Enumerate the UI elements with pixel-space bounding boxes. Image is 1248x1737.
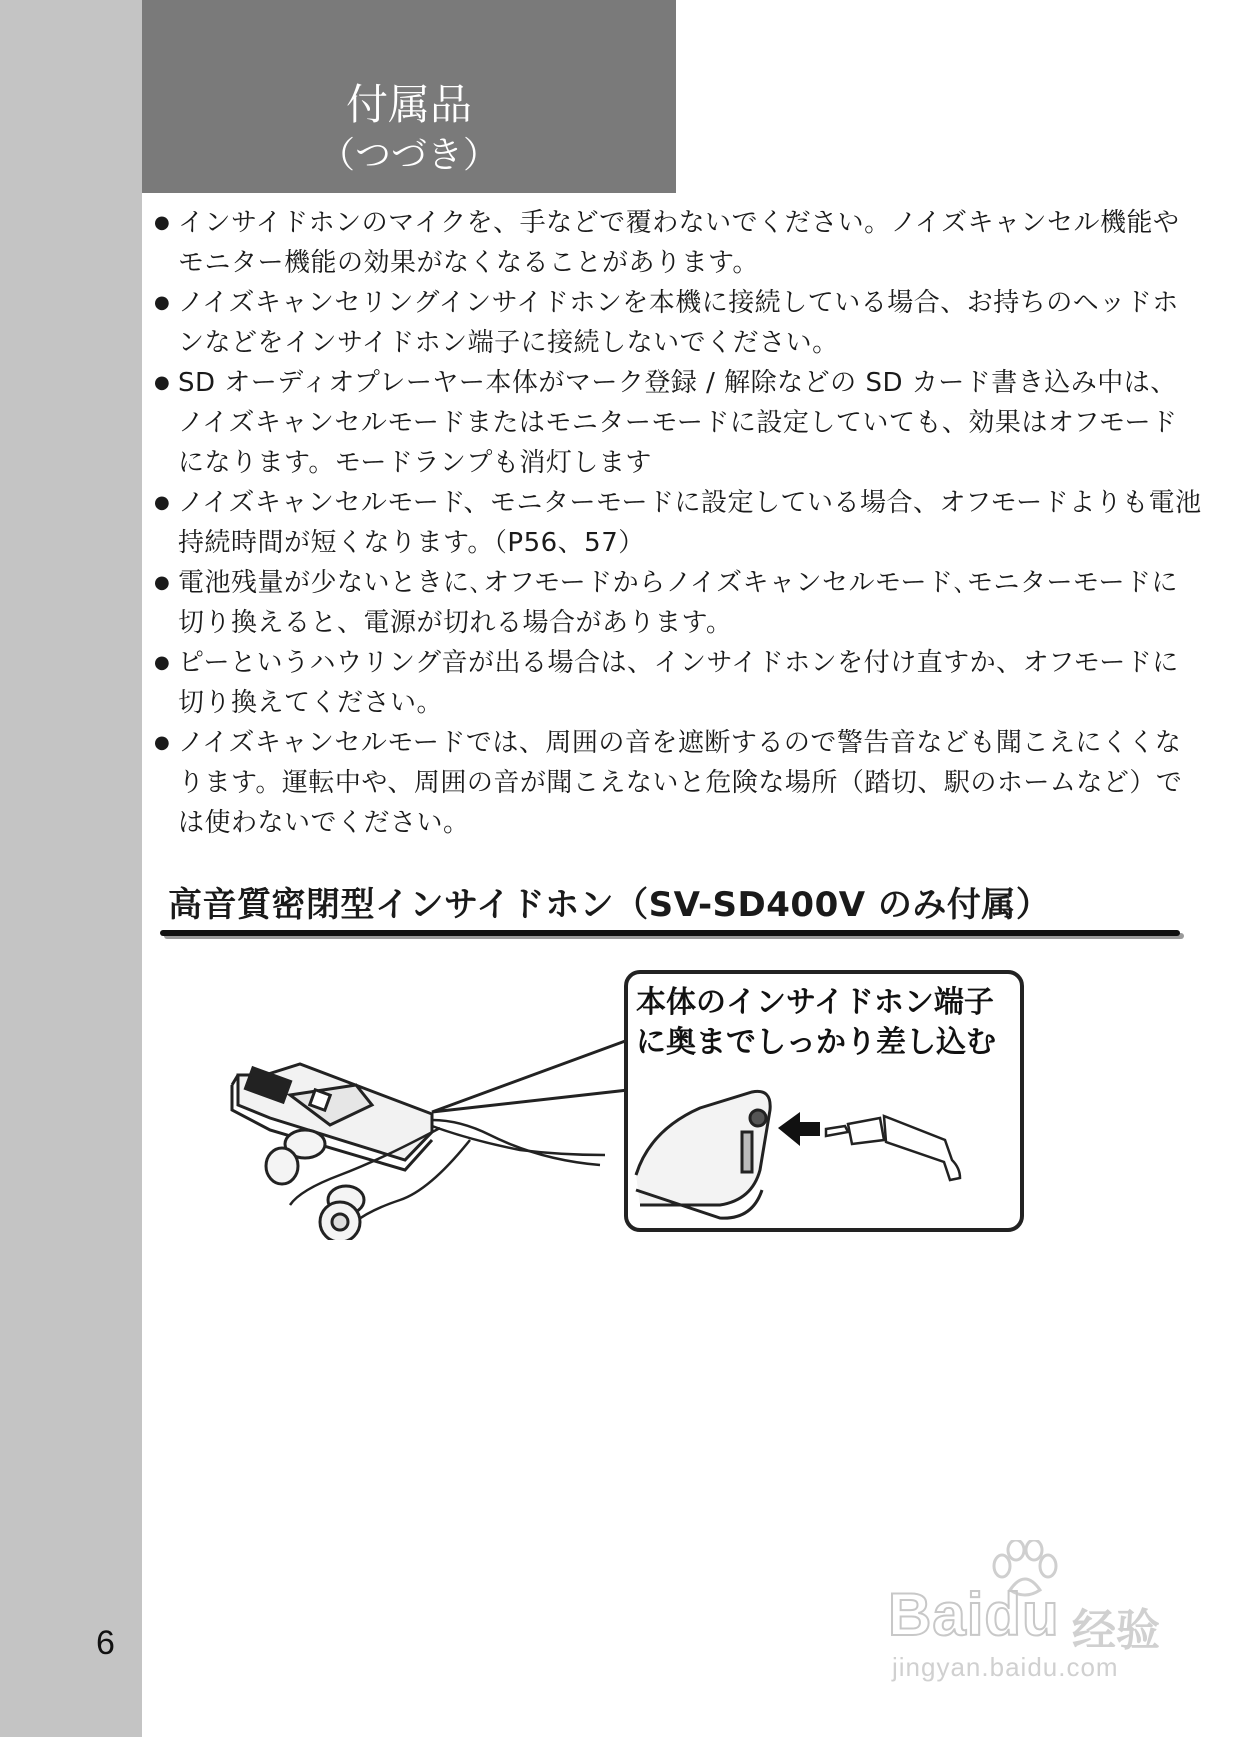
watermark-url: jingyan.baidu.com: [892, 1652, 1119, 1682]
note-text: ノイズキャンセルモードでは、周囲の音を遮断するので警告音なども聞こえにくくなります。運転中や、周囲の音が聞こえないと危険な場所（踏切、駅のホームなど）では使わないでください。: [178, 728, 1183, 838]
callout-pointer: [432, 1040, 628, 1112]
list-item: [152, 363, 1202, 483]
notes-list: [152, 203, 1202, 843]
watermark: [880, 1540, 1180, 1680]
note-text: インサイドホンのマイクを、手などで覆わないでください。ノイズキャンセル機能やモニター機能の効果がなくなることがあります。: [178, 208, 1180, 278]
section-title: 高音質密閉型インサイドホン（SV-SD400V のみ付属）: [168, 885, 1051, 925]
list-item: [152, 723, 1202, 843]
bullet-icon: ●: [154, 292, 171, 313]
bullet-icon: ●: [154, 492, 171, 513]
note-text: ノイズキャンセルモード、モニターモードに設定している場合、オフモードよりも電池持続時間が短くなります。（P56、57）: [178, 488, 1202, 558]
section-rule: [160, 930, 1180, 936]
bullet-icon: ●: [154, 572, 171, 593]
note-text: 電池残量が少ないときに､オフモードからノイズキャンセルモード､モニターモードに切り換えると、電源が切れる場合があります。: [178, 568, 1178, 638]
bullet-icon: ●: [154, 732, 171, 753]
side-strip: [0, 0, 142, 1737]
bullet-icon: ●: [154, 372, 171, 393]
callout-line-1: 本体のインサイドホン端子: [636, 985, 994, 1020]
page-number: 6: [96, 1624, 115, 1662]
callout-line-2: に奥までしっかり差し込む: [636, 1025, 996, 1060]
bullet-icon: ●: [154, 652, 171, 673]
list-item: [152, 203, 1202, 283]
note-text: ノイズキャンセリングインサイドホンを本機に接続している場合、お持ちのヘッドホンなどをインサイドホン端子に接続しないでください。: [178, 288, 1179, 358]
note-text: SD オーディオプレーヤー本体がマーク登録 / 解除などの SD カード書き込み中は、ノイズキャンセルモードまたはモニターモードに設定していても、効果はオフモードになります。モードランプも消灯します: [178, 368, 1178, 478]
page-title: 付属品: [345, 80, 472, 129]
list-item: [152, 283, 1202, 363]
watermark-suffix: 经验: [1072, 1605, 1160, 1656]
list-item: [152, 643, 1202, 723]
title-box: [142, 0, 676, 193]
watermark-brand: Baidu: [888, 1581, 1060, 1648]
note-text: ピーというハウリング音が出る場合は、インサイドホンを付け直すか、オフモードに切り換えてください。: [178, 648, 1179, 718]
list-item: [152, 483, 1202, 563]
page-subtitle: （つづき）: [318, 135, 499, 176]
callout-text: [636, 983, 1016, 1063]
player-device: [232, 1064, 432, 1170]
bullet-icon: ●: [154, 212, 171, 233]
list-item: [152, 563, 1202, 643]
